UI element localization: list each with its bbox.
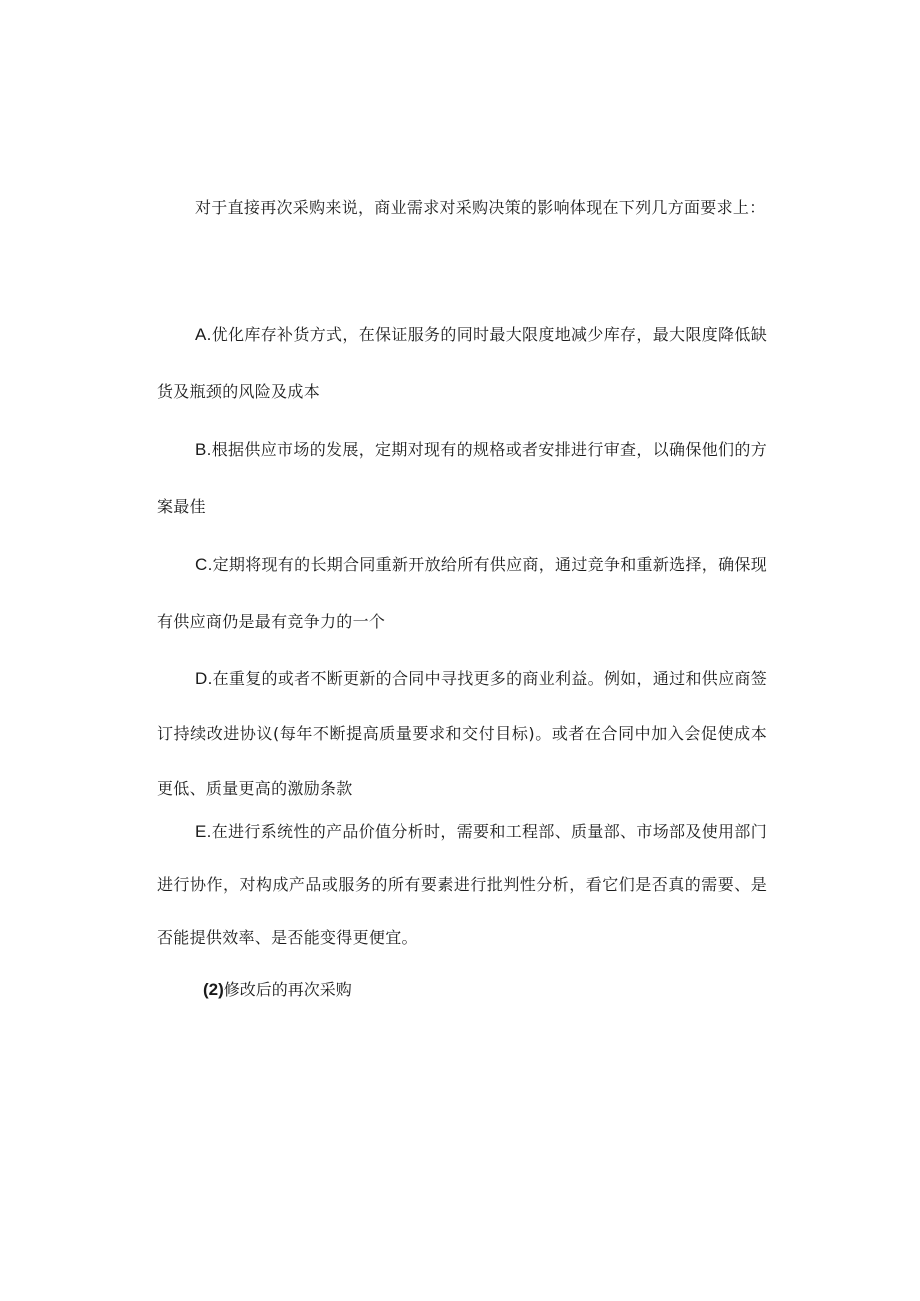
item-e-paragraph (157, 805, 767, 964)
item-c-text: 定期将现有的长期合同重新开放给所有供应商，通过竞争和重新选择，确保现有供应商仍是最有竞争力的一个 (157, 555, 767, 631)
section-heading (203, 975, 352, 1005)
item-c-paragraph (157, 536, 767, 650)
item-e-label: E. (195, 822, 212, 841)
item-c-label: C. (195, 555, 213, 574)
item-e-text: 在进行系统性的产品价值分析时，需要和工程部、质量部、市场部及使用部门进行协作，对构成产品或服务的所有要素进行批判性分析，看它们是否真的需要、是否能提供效率、是否能变得更便宜。 (157, 822, 767, 947)
section-number: (2) (203, 980, 224, 999)
item-a-paragraph (157, 306, 767, 420)
item-a-label: A. (195, 325, 212, 344)
intro-paragraph: 对于直接再次采购来说，商业需求对采购决策的影响体现在下列几方面要求上： (195, 198, 766, 217)
item-b-paragraph (157, 421, 767, 535)
item-d-text: 在重复的或者不断更新的合同中寻找更多的商业利益。例如，通过和供应商签订持续改进协议(每年不断提高质量要求和交付目标)。或者在合同中加入会促使成本更低、质量更高的激励条款 (157, 669, 767, 798)
item-d-label: D. (195, 669, 213, 688)
section-title: 修改后的再次采购 (223, 980, 352, 999)
item-d-paragraph (157, 651, 767, 816)
item-b-label: B. (195, 440, 212, 459)
item-b-text: 根据供应市场的发展，定期对现有的规格或者安排进行审查，以确保他们的方案最佳 (157, 440, 767, 516)
item-a-text: 优化库存补货方式，在保证服务的同时最大限度地减少库存，最大限度降低缺货及瓶颈的风险及成本 (157, 325, 767, 401)
